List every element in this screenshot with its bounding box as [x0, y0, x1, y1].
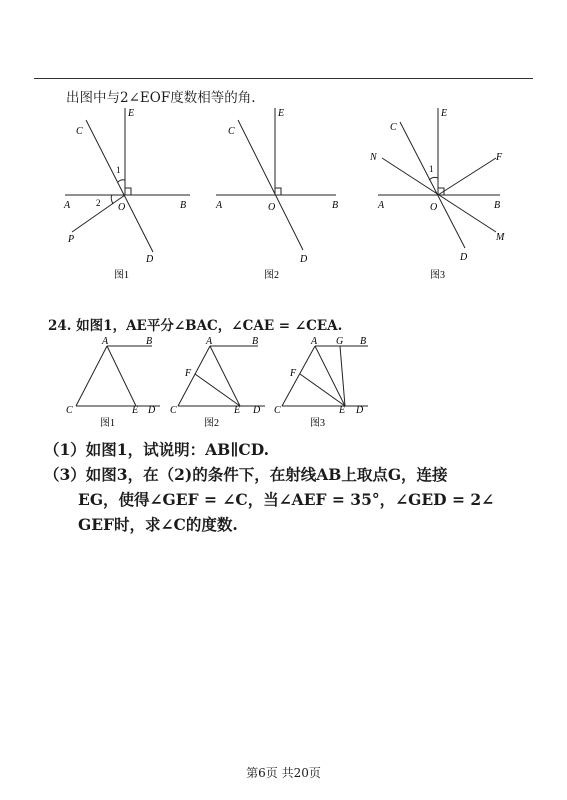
label-e: E [128, 108, 135, 119]
right-angle-mark [125, 188, 131, 195]
caption-q24-fig3: 图3 [310, 418, 325, 429]
triangle-figures [60, 334, 380, 434]
label-o: O [430, 202, 438, 213]
segment-ac [76, 346, 107, 406]
label-e: E [234, 405, 241, 416]
angle-figures [60, 100, 540, 285]
label-b: B [360, 336, 367, 347]
segment-ac [178, 346, 210, 406]
triangle-figure-1 [76, 346, 160, 406]
segment-ae [107, 346, 136, 406]
label-f: F [496, 152, 503, 163]
label-e: E [132, 405, 139, 416]
label-m: M [496, 232, 505, 243]
caption-fig2: 图2 [264, 270, 279, 281]
label-b: B [146, 336, 153, 347]
label-a: A [378, 200, 385, 211]
label-d: D [300, 254, 308, 265]
segment-fe [195, 374, 240, 406]
label-1: 1 [116, 165, 121, 175]
angle-1-arc [429, 177, 438, 180]
label-b: B [180, 200, 187, 211]
label-o: O [118, 202, 126, 213]
label-p: P [68, 234, 75, 245]
right-angle-mark [275, 188, 281, 195]
segment-ae [210, 346, 240, 406]
label-c: C [66, 405, 73, 416]
line-cd [238, 120, 303, 250]
caption-fig1: 图1 [114, 270, 129, 281]
top-rule [34, 78, 533, 79]
label-c: C [170, 405, 177, 416]
label-e: E [278, 108, 285, 119]
label-e: E [441, 108, 448, 119]
label-g: G [336, 336, 344, 347]
page-footer: 第6页 共20页 [246, 766, 321, 780]
angle-2-arc [111, 195, 113, 204]
question-24-part3-line1: （3）如图3，在（2)的条件下，在射线AB上取点G，连接 [44, 465, 448, 484]
angle-figure-1 [65, 108, 190, 252]
label-2: 2 [96, 198, 101, 208]
question-24-part1: （1）如图1，试说明：AB∥CD. [44, 440, 270, 459]
ray-of [438, 158, 496, 195]
caption-fig3: 图3 [430, 270, 445, 281]
label-b: B [252, 336, 259, 347]
label-d: D [460, 252, 468, 263]
label-a: A [311, 336, 318, 347]
label-a: A [64, 200, 71, 211]
label-c: C [274, 405, 281, 416]
label-f: F [290, 368, 297, 379]
label-a: A [102, 336, 109, 347]
label-c: C [228, 126, 235, 137]
label-c: C [390, 122, 397, 133]
line-cd [400, 122, 465, 248]
label-e: E [339, 405, 346, 416]
label-d: D [356, 405, 364, 416]
caption-q24-fig1: 图1 [100, 418, 115, 429]
label-a: A [206, 336, 213, 347]
line-cd [86, 120, 153, 252]
caption-q24-fig2: 图2 [204, 418, 219, 429]
angle-1-arc [118, 180, 125, 182]
question-24-stem: 24. 如图1，AE平分∠BAC，∠CAE = ∠CEA. [48, 318, 343, 334]
label-d: D [253, 405, 261, 416]
label-b: B [494, 200, 501, 211]
label-f: F [185, 368, 192, 379]
question-24-part3-line3: GEF时，求∠C的度数. [78, 515, 238, 534]
label-d: D [146, 254, 154, 265]
segment-ac [282, 346, 315, 406]
intro-text: 出图中与2∠EOF度数相等的角. [66, 90, 256, 106]
label-o: O [268, 202, 276, 213]
segment-fe [300, 374, 345, 406]
label-1: 1 [429, 164, 434, 174]
label-c: C [76, 126, 83, 137]
label-b: B [332, 200, 339, 211]
label-d: D [148, 405, 156, 416]
question-24-part3-line2: EG，使得∠GEF = ∠C，当∠AEF = 35°，∠GED = 2∠ [78, 490, 495, 509]
label-a: A [216, 200, 223, 211]
label-n: N [370, 152, 377, 163]
